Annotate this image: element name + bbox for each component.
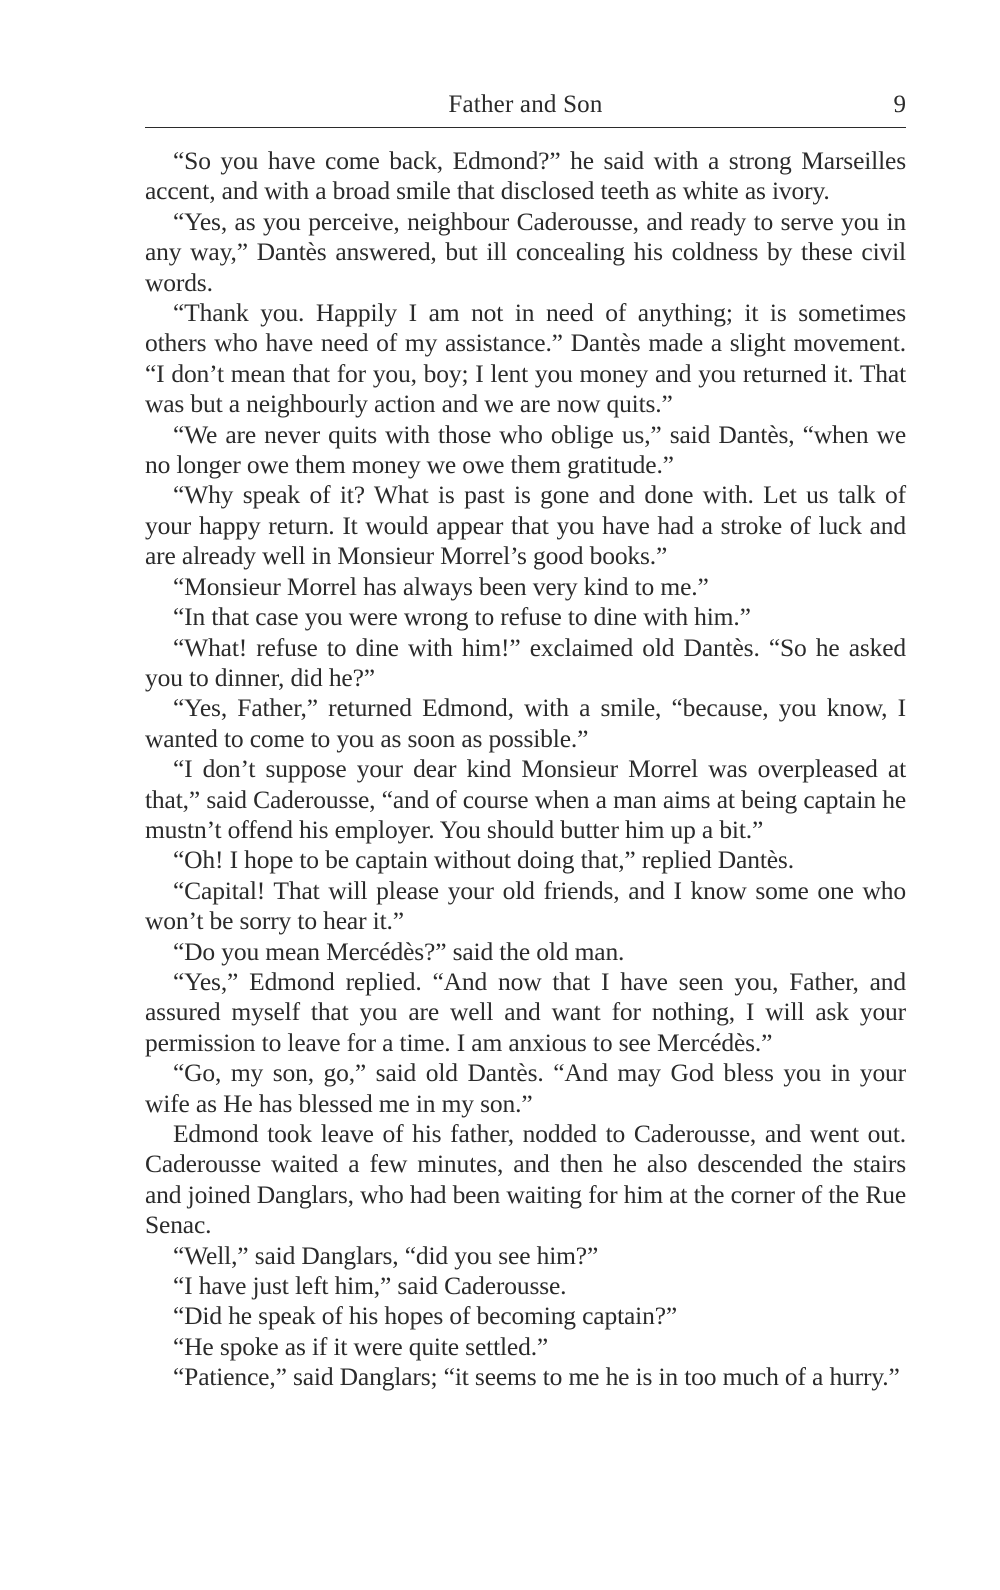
paragraph: “Yes,” Edmond replied. “And now that I have seen you, Father, and assured myself that you are well and want for nothing, I will ask your permission to leave for a time. I am anxious to see Mercédès.” — [145, 966, 906, 1057]
paragraph: “I don’t suppose your dear kind Monsieur Morrel was overpleased at that,” said Caderousse, “and of course when a man aims at being captain he mustn’t offend his employer. You should butter him up a bit.” — [145, 754, 906, 844]
paragraph: “Do you mean Mercédès?” said the old man. — [173, 936, 625, 966]
paragraph: “Well,” said Danglars, “did you see him?” — [173, 1240, 599, 1270]
paragraph: “He spoke as if it were quite settled.” — [173, 1331, 549, 1361]
paragraph: Edmond took leave of his father, nodded to Caderousse, and went out. Caderousse waited a few minutes, and then he also descended the stairs and joined Danglars, who had been waiting for him at the corner of the Rue Senac. — [145, 1119, 906, 1240]
paragraph: “What! refuse to dine with him!” exclaimed old Dantès. “So he asked you to dinner, did he?” — [145, 632, 906, 692]
running-head — [145, 88, 906, 122]
paragraph: “Oh! I hope to be captain without doing that,” replied Dantès. — [173, 845, 794, 875]
paragraph: “Thank you. Happily I am not in need of anything; it is sometimes others who have need of my assistance.” Dantès made a slight movement. “I don’t mean that for you, boy; I lent you money and you returned it. That was but a neighbourly action and we are now quits.” — [145, 298, 906, 419]
paragraph: “Monsieur Morrel has always been very kind to me.” — [173, 571, 709, 601]
paragraph: “In that case you were wrong to refuse to dine with him.” — [173, 602, 751, 632]
paragraph: “Yes, Father,” returned Edmond, with a smile, “because, you know, I wanted to come to you as soon as possible.” — [145, 693, 906, 753]
chapter-title: Father and Son — [448, 91, 603, 118]
paragraph: “Yes, as you perceive, neighbour Caderousse, and ready to serve you in any way,” Dantès answered, but ill concealing his coldness by these civil words. — [145, 206, 906, 297]
header-rule — [145, 127, 906, 128]
paragraph: “We are never quits with those who oblige us,” said Dantès, “when we no longer owe them money we owe them gratitude.” — [145, 419, 906, 480]
paragraph: “So you have come back, Edmond?” he said with a strong Marseilles accent, and with a broad smile that disclosed teeth as white as ivory. — [145, 146, 906, 206]
page-number: 9 — [893, 91, 906, 118]
paragraph: “I have just left him,” said Caderousse. — [173, 1271, 567, 1301]
paragraph: “Capital! That will please your old friends, and I know some one who won’t be sorry to hear it.” — [145, 875, 906, 936]
paragraph: “Patience,” said Danglars; “it seems to me he is in too much of a hurry.” — [173, 1362, 900, 1392]
paragraph: “Did he speak of his hopes of becoming captain?” — [173, 1301, 678, 1331]
body-text — [145, 146, 906, 1393]
paragraph: “Why speak of it? What is past is gone and done with. Let us talk of your happy return. It would appear that you have had a stroke of luck and are already well in Monsieur Morrel’s good books.” — [145, 480, 906, 571]
paragraph: “Go, my son, go,” said old Dantès. “And may God bless you in your wife as He has blessed me in my son.” — [145, 1058, 906, 1118]
